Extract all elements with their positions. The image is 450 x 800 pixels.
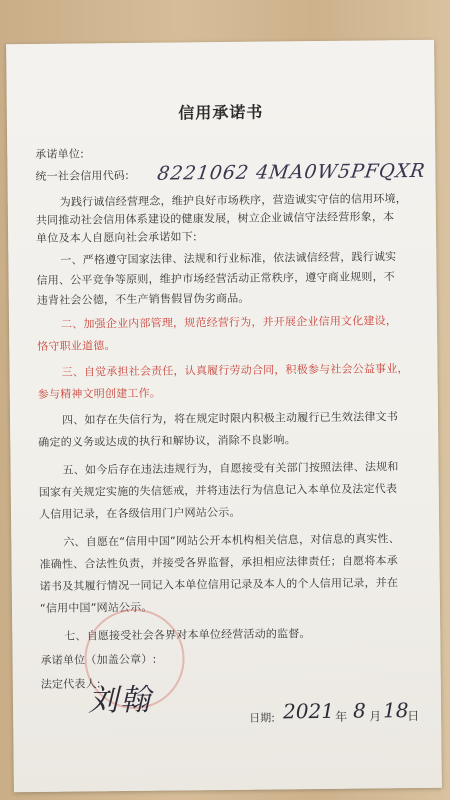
item1-line-2: 信用、公平竞争等原则，维护市场经营活动正常秩序，遵守商业规则，不	[36, 270, 396, 287]
item3-line-2: 参与精神文明创建工作。	[37, 386, 162, 401]
credit-code-handwritten: 8221062 4MA0W5PFQXR	[156, 159, 427, 185]
intro-line-1: 为践行诚信经营理念，维护良好市场秩序，营造诚实守信的信用环境，	[59, 192, 408, 209]
item6-line-2: 准确性、合法性负责，并接受各界监督，承担相应法律责任；自愿将本承	[39, 554, 398, 571]
date-day-handwritten: 18	[382, 698, 409, 723]
item5-line-1: 五、如今后存在违法违规行为，自愿接受有关部门按照法律、法规和	[62, 460, 399, 477]
item2-line-1: 二、加强企业内部管理，规范经营行为，并开展企业信用文化建设，	[60, 314, 398, 331]
item6-line-1: 六、自愿在“信用中国”网站公开本机构相关信息，对信息的真实性、	[63, 532, 400, 549]
seal-label: 承诺单位（加盖公章）:	[40, 652, 157, 667]
item7-line-1: 七、自愿接受社会各界对本单位经营活动的监督。	[64, 627, 311, 643]
item5-line-3: 人信用记录，在各级信用门户网站公示。	[38, 505, 241, 521]
intro-line-3: 单位及本人自愿向社会承诺如下:	[36, 230, 197, 245]
commitment-letter-page	[6, 40, 442, 792]
handwritten-signature: 刘翰	[87, 682, 153, 719]
date-label: 日期:	[249, 711, 275, 725]
item5-line-2: 国家有关规定实施的失信惩戒，并将违法行为信息记入本单位及法定代表	[38, 482, 398, 499]
item4-line-2: 确定的义务或达成的执行和解协议，消除不良影响。	[38, 433, 296, 449]
item1-line-3: 违背社会公德，不生产销售假冒伪劣商品。	[36, 291, 250, 307]
applicant-label: 承诺单位:	[35, 147, 85, 161]
date-year-handwritten: 2021	[282, 698, 335, 724]
item6-line-3: 诺书及其履行情况一同记入本单位信用记录及本人的个人信用记录，并在	[39, 576, 399, 593]
document-title: 信用承诺书	[178, 102, 264, 123]
item4-line-1: 四、如存在失信行为，将在规定时限内积极主动履行已生效法律文书	[61, 410, 399, 427]
item6-line-4: “信用中国”网站公示。	[39, 600, 153, 615]
date-month-unit: 月	[369, 709, 382, 724]
date-month-handwritten: 8	[352, 698, 366, 723]
item2-line-2: 恪守职业道德。	[37, 339, 116, 353]
date-day-unit: 日	[407, 708, 420, 724]
legal-representative-label: 法定代表人:	[40, 677, 101, 691]
item1-line-1: 一、严格遵守国家法律、法规和行业标准，依法诚信经营，践行诚实	[60, 250, 397, 267]
item3-line-1: 三、自觉承担社会责任，认真履行劳动合同，积极参与社会公益事业，	[61, 362, 409, 379]
credit-code-label: 统一社会信用代码:	[35, 168, 130, 183]
date-year-unit: 年	[335, 709, 348, 724]
intro-line-2: 共同推动社会信用体系建设的健康发展，树立企业诚信守法经营形象，本	[35, 210, 395, 227]
